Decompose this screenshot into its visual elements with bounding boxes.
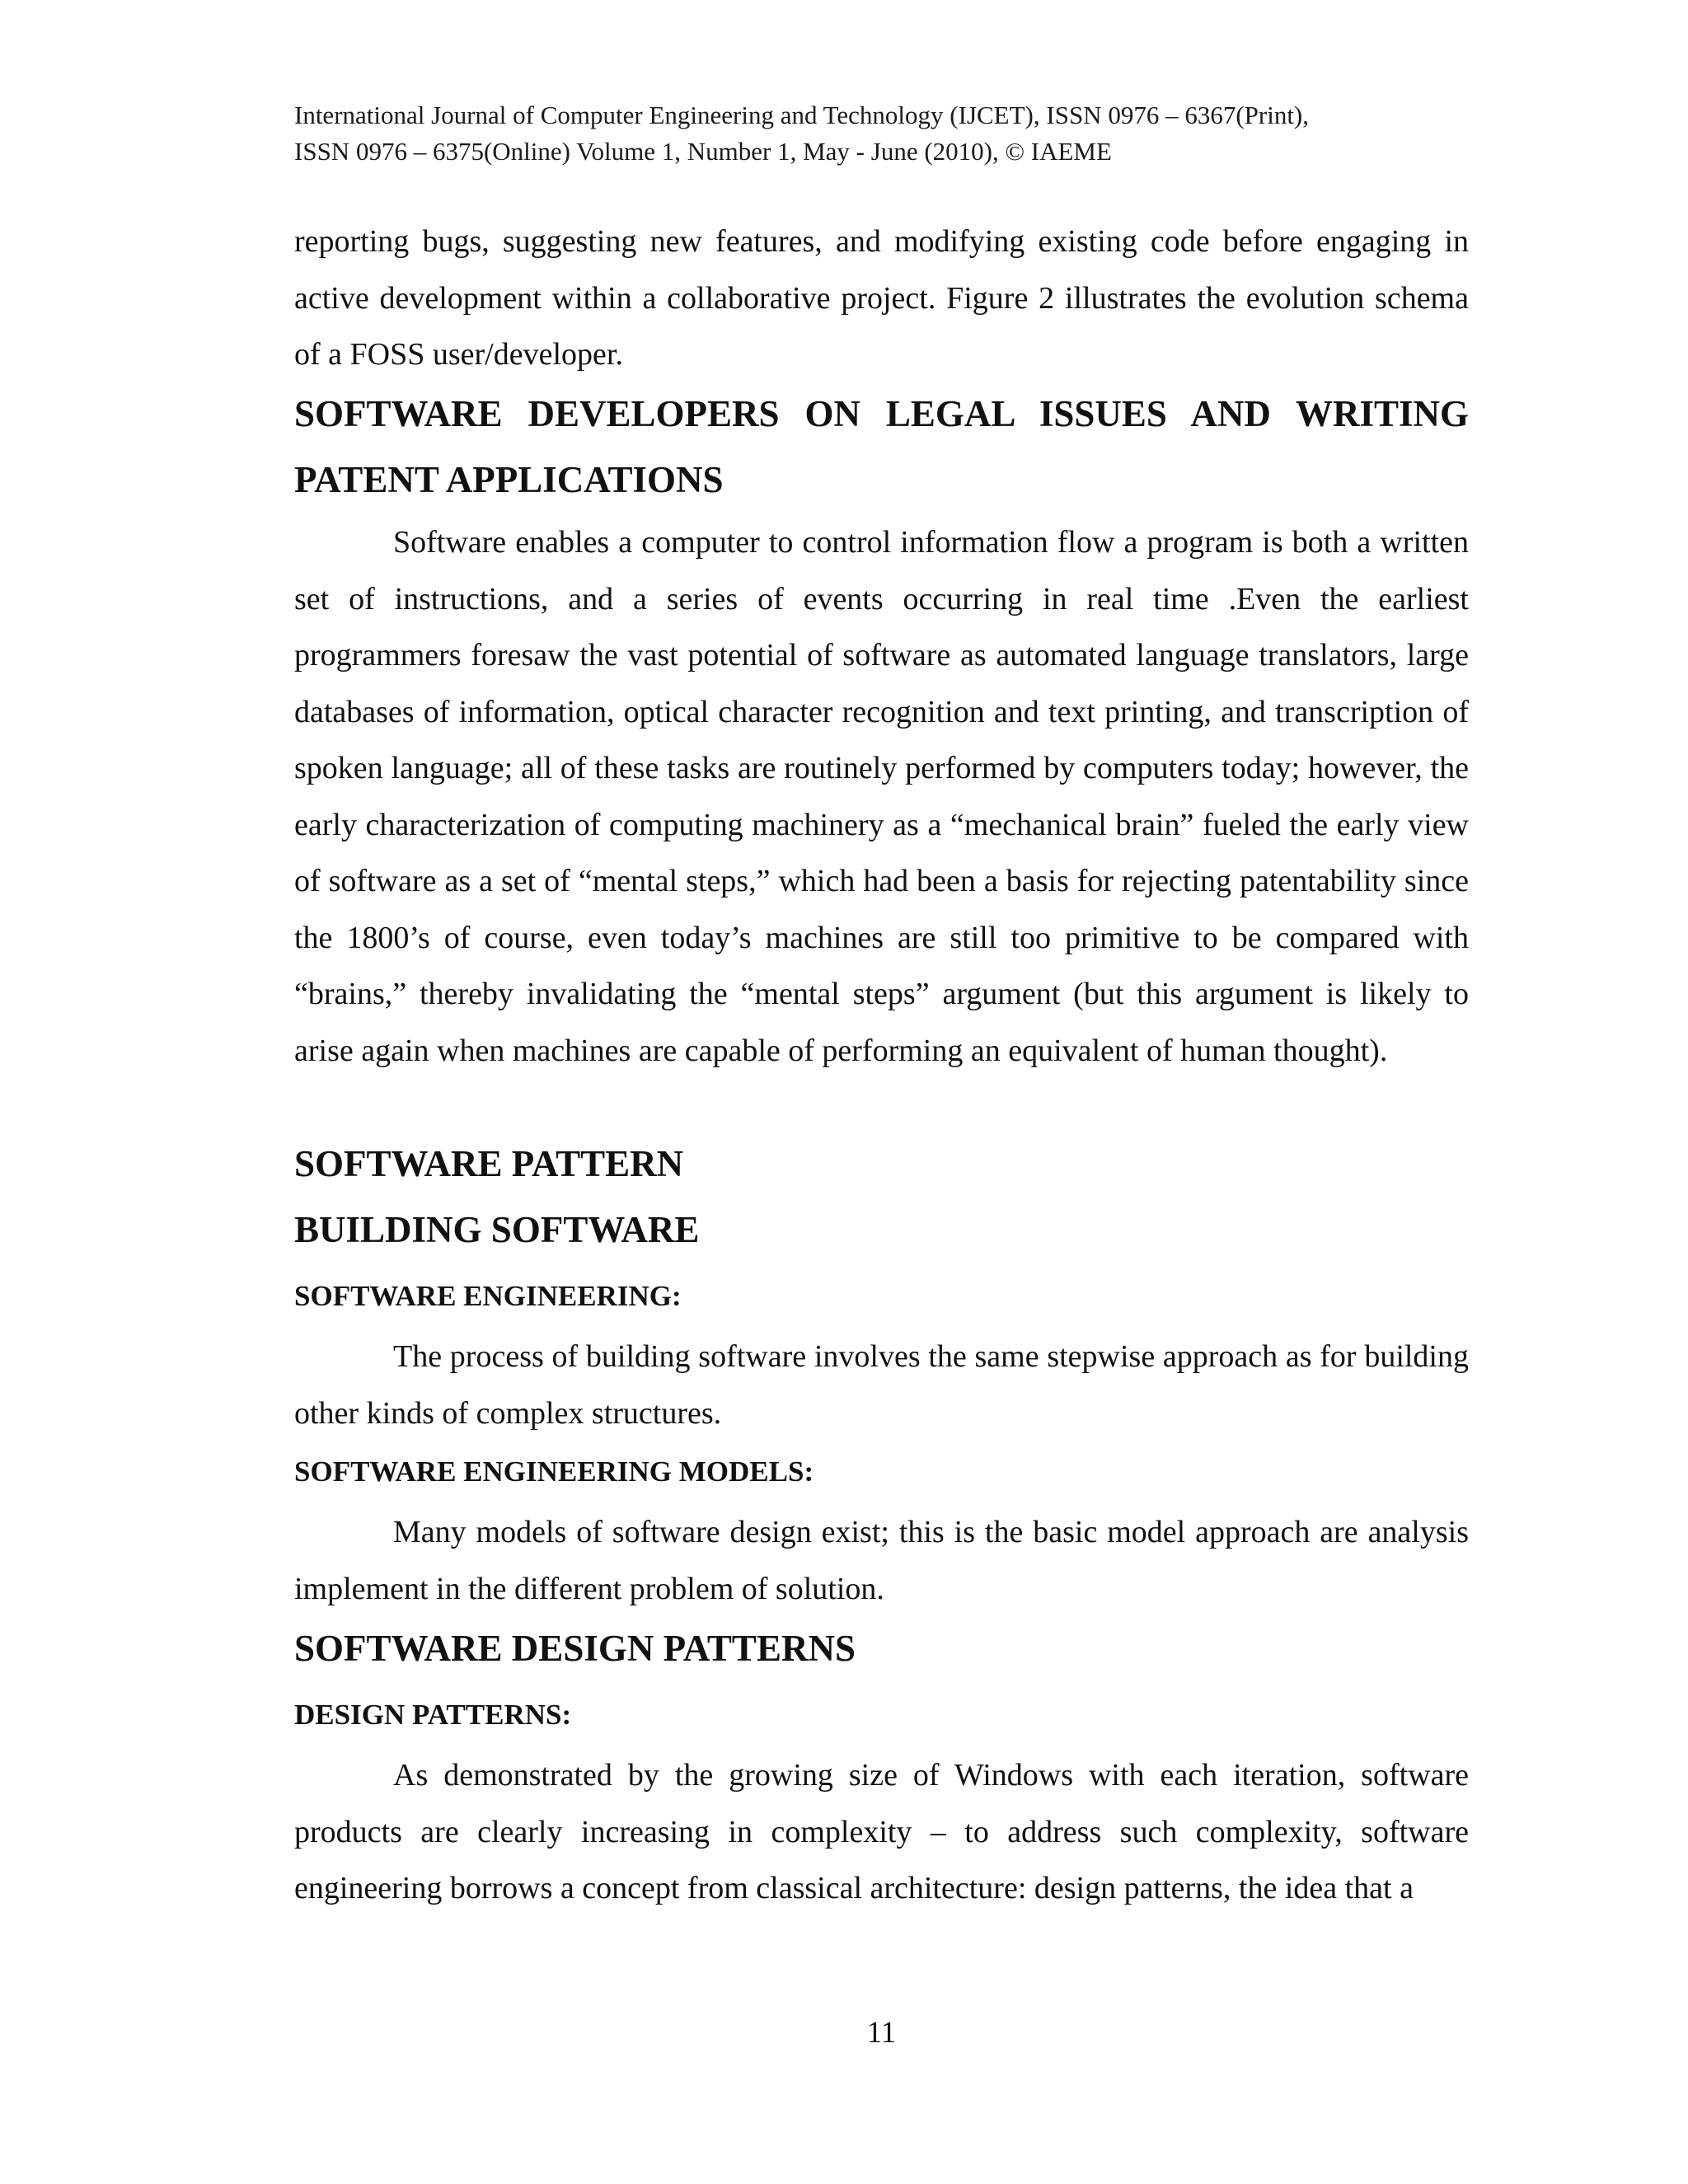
se-models-heading: SOFTWARE ENGINEERING MODELS:	[294, 1455, 814, 1488]
se-models-section	[294, 1447, 1469, 1497]
software-pattern-heading: SOFTWARE PATTERN	[294, 1143, 684, 1184]
software-engineering-paragraph: The process of building software involves the same stepwise approach as for building other kinds of complex structures.	[294, 1339, 1469, 1431]
software-paragraph: Software enables a computer to control information flow a program is both a written set of instructions, and a series of events occurring in real time .Even the earliest programmers foresaw the vast potential of software as automated language translators, large databases of information, optical character recognition and text printing, and transcription of spoken language; all of these tasks are routinely performed by computers today; however, the early characterization of computing machinery as a “mechanical brain” fueled the early view of software as a set of “mental steps,” which had been a basis for rejecting patentability since the 1800’s of course, even today’s machines are still too primitive to be compared with “brains,” thereby invalidating the “mental steps” argument (but this argument is likely to arise again when machines are capable of performing an equivalent of human thought).	[294, 525, 1469, 1068]
software-engineering-body	[294, 1329, 1469, 1441]
legal-issues-heading-line-1: SOFTWARE DEVELOPERS ON LEGAL ISSUES AND WRITING	[294, 393, 1469, 434]
intro-section	[294, 213, 1469, 383]
document-page	[294, 0, 1469, 2184]
page-number: 11	[866, 2016, 897, 2050]
pattern-headings	[294, 1131, 1469, 1263]
design-patterns-subheading: DESIGN PATTERNS:	[294, 1699, 572, 1731]
design-patterns-body	[294, 1747, 1469, 1917]
se-models-paragraph: Many models of software design exist; this is the basic model approach are analysis implement in the different problem of solution.	[294, 1515, 1469, 1606]
building-software-heading: BUILDING SOFTWARE	[294, 1209, 700, 1250]
legal-issues-heading	[294, 381, 1469, 513]
software-engineering-section	[294, 1272, 1469, 1321]
journal-header	[294, 97, 1309, 170]
design-patterns-section	[294, 1690, 1469, 1740]
software-section	[294, 514, 1469, 1079]
journal-header-line-2: ISSN 0976 – 6375(Online) Volume 1, Number 1, May - June (2010), © IAEME	[294, 137, 1112, 166]
legal-issues-heading-line-2: PATENT APPLICATIONS	[294, 459, 724, 500]
journal-header-line-1: International Journal of Computer Engineering and Technology (IJCET), ISSN 0976 – 6367(Print),	[294, 101, 1310, 129]
software-engineering-heading: SOFTWARE ENGINEERING:	[294, 1280, 682, 1312]
design-patterns-heading-block	[294, 1615, 1469, 1681]
software-design-patterns-heading: SOFTWARE DESIGN PATTERNS	[294, 1628, 856, 1669]
intro-paragraph: reporting bugs, suggesting new features, and modifying existing code before engaging in active development within a collaborative project. Figure 2 illustrates the evolution schema of a FOSS user/developer.	[294, 224, 1469, 372]
design-patterns-paragraph: As demonstrated by the growing size of Windows with each iteration, software products are clearly increasing in complexity – to address such complexity, software engineering borrows a concept from classical architecture: design patterns, the idea that a	[294, 1758, 1469, 1905]
se-models-body	[294, 1504, 1469, 1617]
